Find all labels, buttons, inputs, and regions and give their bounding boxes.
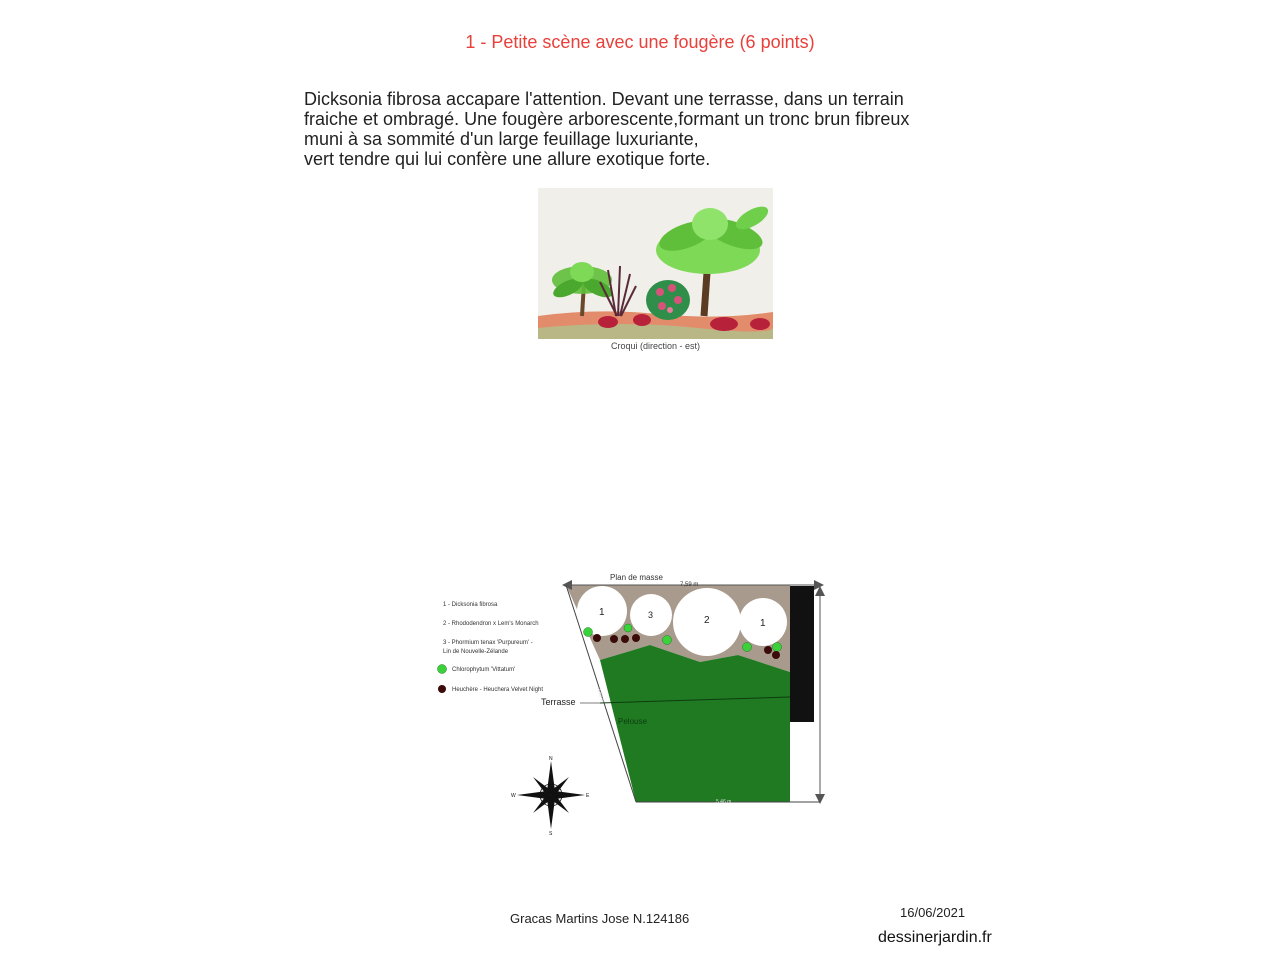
terrasse-label: Terrasse xyxy=(541,697,576,707)
plant-number: 2 xyxy=(704,615,710,626)
sketch-caption: Croqui (direction - est) xyxy=(610,341,701,351)
date: 16/06/2021 xyxy=(900,905,966,920)
wall xyxy=(790,586,814,722)
width-dimension: 7,59 m xyxy=(680,582,699,588)
compass-e: E xyxy=(586,793,590,799)
description-line: Dicksonia fibrosa accapare l'attention. Devant une terrasse, dans un terrain xyxy=(304,89,904,109)
rhododendron-drawing xyxy=(646,280,690,320)
plant-number: 1 xyxy=(599,607,605,618)
description-line: vert tendre qui lui confère une allure exotique forte. xyxy=(304,149,711,169)
compass-w: W xyxy=(511,793,516,799)
legend-item: Lin de Nouvelle-Zélande xyxy=(443,649,509,655)
legend-item: 2 - Rhododendron x Lem's Monarch xyxy=(443,621,539,627)
legend-item: Heuchère - Heuchera Velvet Night xyxy=(452,687,544,693)
legend-item: Chlorophytum 'Vittatum' xyxy=(452,667,516,673)
plant-number: 3 xyxy=(648,610,654,620)
plan-title: Plan de masse xyxy=(610,573,663,582)
compass-rose xyxy=(511,756,590,837)
description-line: fraiche et ombragé. Une fougère arborescente,formant un tronc brun fibreux xyxy=(304,109,910,129)
legend-item: 3 - Phormium tenax 'Purpureum' - xyxy=(443,640,533,646)
compass-s: S xyxy=(549,831,553,837)
page-title: 1 - Petite scène avec une fougère (6 points) xyxy=(465,32,815,52)
sketch-image xyxy=(538,188,773,339)
description xyxy=(304,89,1004,169)
pelouse-label: Pelouse xyxy=(618,717,647,726)
legend-heuchere-swatch xyxy=(438,685,446,693)
legend-item: 1 - Dicksonia fibrosa xyxy=(443,602,498,608)
compass-n: N xyxy=(549,756,553,762)
author: Gracas Martins Jose N.124186 xyxy=(510,911,690,926)
site-name: dessinerjardin.fr xyxy=(878,929,992,946)
legend-chlorophytum-swatch xyxy=(438,665,447,674)
description-line: muni à sa sommité d'un large feuillage luxuriante, xyxy=(304,129,699,149)
bottom-dimension: 5,46 m xyxy=(716,799,732,805)
plant-number: 1 xyxy=(760,618,766,629)
garden-plan xyxy=(425,565,845,840)
side-dimension: 2,68 m xyxy=(595,687,606,704)
